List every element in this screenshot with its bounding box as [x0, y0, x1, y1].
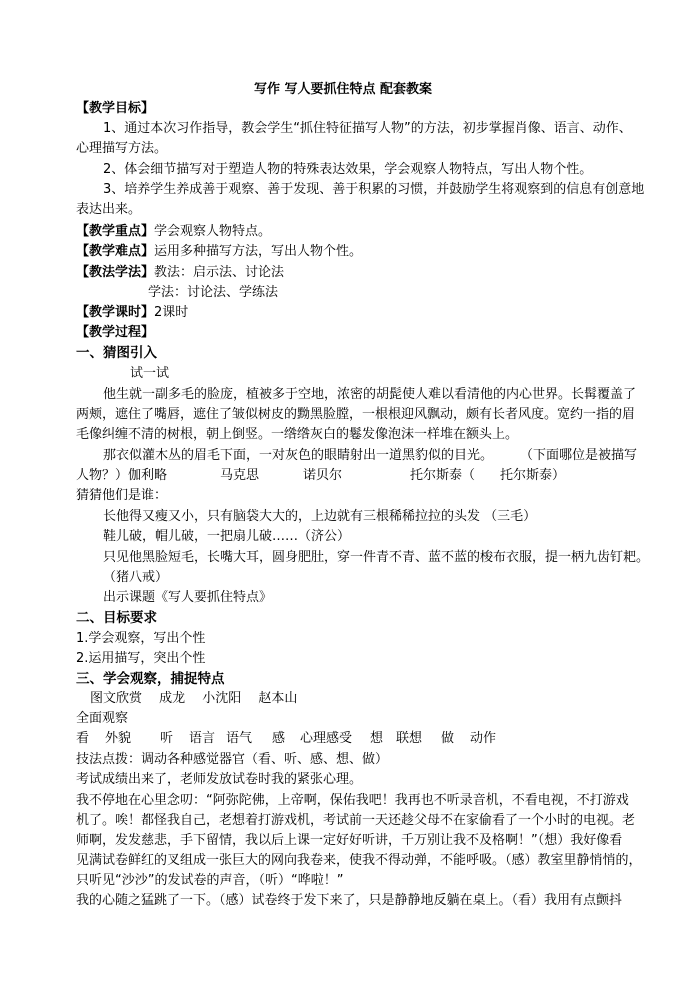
method-learn: 学法：讨论法、学练法 — [148, 285, 279, 300]
section-1-try: 试一试 — [130, 366, 170, 381]
period-row — [76, 303, 188, 323]
passage-2-line-1: 那衣似灌木丛的眉毛下面，一对灰色的眼睛射出一道黑豹似的目光。 — [103, 448, 494, 463]
guess-3-line-1: 只见他黑脸短毛，长嘴大耳，圆身肥肚，穿一件青不青、蓝不蓝的梭布衣服，提一柄九齿钉耙。 — [103, 550, 650, 565]
method-teach: 教法：启示法、讨论法 — [154, 265, 285, 280]
observe-associate: 联想 — [396, 731, 423, 746]
passage-1-line-3: 毛像纠缠不清的树根，朝上倒竖。一绺绺灰白的鬈发像泡沫一样堆在额头上。 — [76, 427, 519, 442]
option-d: 托尔斯泰（ — [410, 468, 476, 483]
difficulty-text: 运用多种描写方法，写出人物个性。 — [154, 244, 363, 259]
period-text: 2课时 — [154, 305, 189, 320]
guess-intro: 猜猜他们是谁： — [76, 488, 168, 503]
exam-intro: 考试成绩出来了，老师发放试卷时我的紧张心理。 — [76, 772, 363, 787]
exam-passage-line-2: 机了。唉！都怪我自己，老想着打游戏机，考试前一天还趁父母不在家偷看了一个小时的电视。老 — [76, 813, 636, 828]
exam-passage-line-3: 师啊，发发慈悲，手下留情，我以后上课一定好好听讲，千万别让我不及格啊！”（想）我好像看 — [76, 833, 623, 848]
topic-line: 出示课题《写人要抓住特点》 — [103, 590, 273, 605]
observe-listen: 听 — [160, 731, 174, 746]
key-point-row — [76, 222, 271, 242]
section-2-item-1: 1.学会观察，写出个性 — [76, 631, 206, 646]
key-point-text: 学会观察人物特点。 — [154, 224, 272, 239]
exam-passage-line-6: 我的心随之猛跳了一下。（感）试卷终于发下来了，只是静静地反躺在桌上。（看）我用有点颤抖 — [76, 893, 623, 908]
technique-tip: 技法点拨：调动各种感觉器官（看、听、感、想、做） — [76, 752, 389, 767]
period-label: 【教学课时】 — [76, 305, 155, 320]
observe-feelings: 心理感受 — [300, 731, 353, 746]
observe-do: 做 — [441, 731, 455, 746]
option-a: 人物？）伽利略 — [76, 468, 168, 483]
objectives-label: 【教学目标】 — [76, 101, 155, 116]
section-2-title: 二、目标要求 — [76, 610, 157, 626]
observe-tone: 语气 — [226, 731, 253, 746]
exam-passage-line-4: 见满试卷鲜红的叉组成一张巨大的网向我卷来，使我不得动弹，不能呼吸。（感）教室里静悄悄的， — [76, 853, 642, 868]
question-text: （下面哪位是被描写 — [520, 448, 638, 463]
method-row — [76, 263, 284, 283]
observe-feel: 感 — [272, 731, 286, 746]
observe-think: 想 — [370, 731, 384, 746]
guess-3-line-2: （猪八戒） — [103, 570, 169, 585]
objective-1-line-2: 心理描写方法。 — [76, 141, 168, 156]
difficulty-label: 【教学难点】 — [76, 244, 155, 259]
passage-1-line-1: 他生就一副多毛的脸庞，植被多于空地，浓密的胡髭使人难以看清他的内心世界。长髯覆盖了 — [103, 387, 637, 402]
section-3-title: 三、学会观察，捕捉特点 — [76, 671, 225, 687]
section-3-pictures: 图文欣赏 成龙 小沈阳 赵本山 — [90, 691, 298, 706]
process-label: 【教学过程】 — [76, 325, 155, 340]
observe-look: 看 — [76, 731, 90, 746]
objective-1-line-1: 1、通过本次习作指导，教会学生“抓住特征描写人物”的方法，初步掌握肖像、语言、动作、 — [103, 121, 632, 136]
exam-passage-line-5: 只听见“沙沙”的发试卷的声音，（听）“哗啦！” — [76, 873, 344, 888]
option-c: 诺贝尔 — [303, 468, 343, 483]
key-point-label: 【教学重点】 — [76, 224, 155, 239]
objective-3-line-1: 3、培养学生养成善于观察、善于发现、善于积累的习惯，并鼓励学生将观察到的信息有创意地 — [103, 182, 645, 197]
observe-action: 动作 — [470, 731, 497, 746]
observe-appearance: 外貌 — [105, 731, 132, 746]
guess-1: 长他得又瘦又小，只有脑袋大大的，上边就有三根稀稀拉拉的头发 （三毛） — [103, 509, 537, 524]
method-label: 【教法学法】 — [76, 265, 155, 280]
objective-2: 2、体会细节描写对于塑造人物的特殊表达效果，学会观察人物特点，写出人物个性。 — [103, 162, 593, 177]
section-3-full: 全面观察 — [76, 711, 129, 726]
section-2-item-2: 2.运用描写，突出个性 — [76, 651, 206, 666]
objective-3-line-2: 表达出来。 — [76, 202, 142, 217]
exam-passage-line-1: 我不停地在心里念叨：“阿弥陀佛，上帝啊，保佑我吧！我再也不听录音机，不看电视，不打游戏 — [76, 793, 629, 808]
option-b: 马克思 — [220, 468, 260, 483]
document-title: 写作 写人要抓住特点 配套教案 — [254, 82, 433, 97]
difficulty-row — [76, 242, 362, 262]
passage-1-line-2: 两颊，遮住了嘴唇，遮住了皱似树皮的黝黑脸膛，一根根迎风飘动，颇有长者风度。宽约一指的眉 — [76, 407, 636, 422]
observe-language: 语言 — [189, 731, 216, 746]
section-1-title: 一、猜图引入 — [76, 345, 157, 361]
answer: 托尔斯泰） — [500, 468, 566, 483]
guess-2: 鞋儿破，帽儿破，一把扇儿破……（济公） — [103, 529, 351, 544]
